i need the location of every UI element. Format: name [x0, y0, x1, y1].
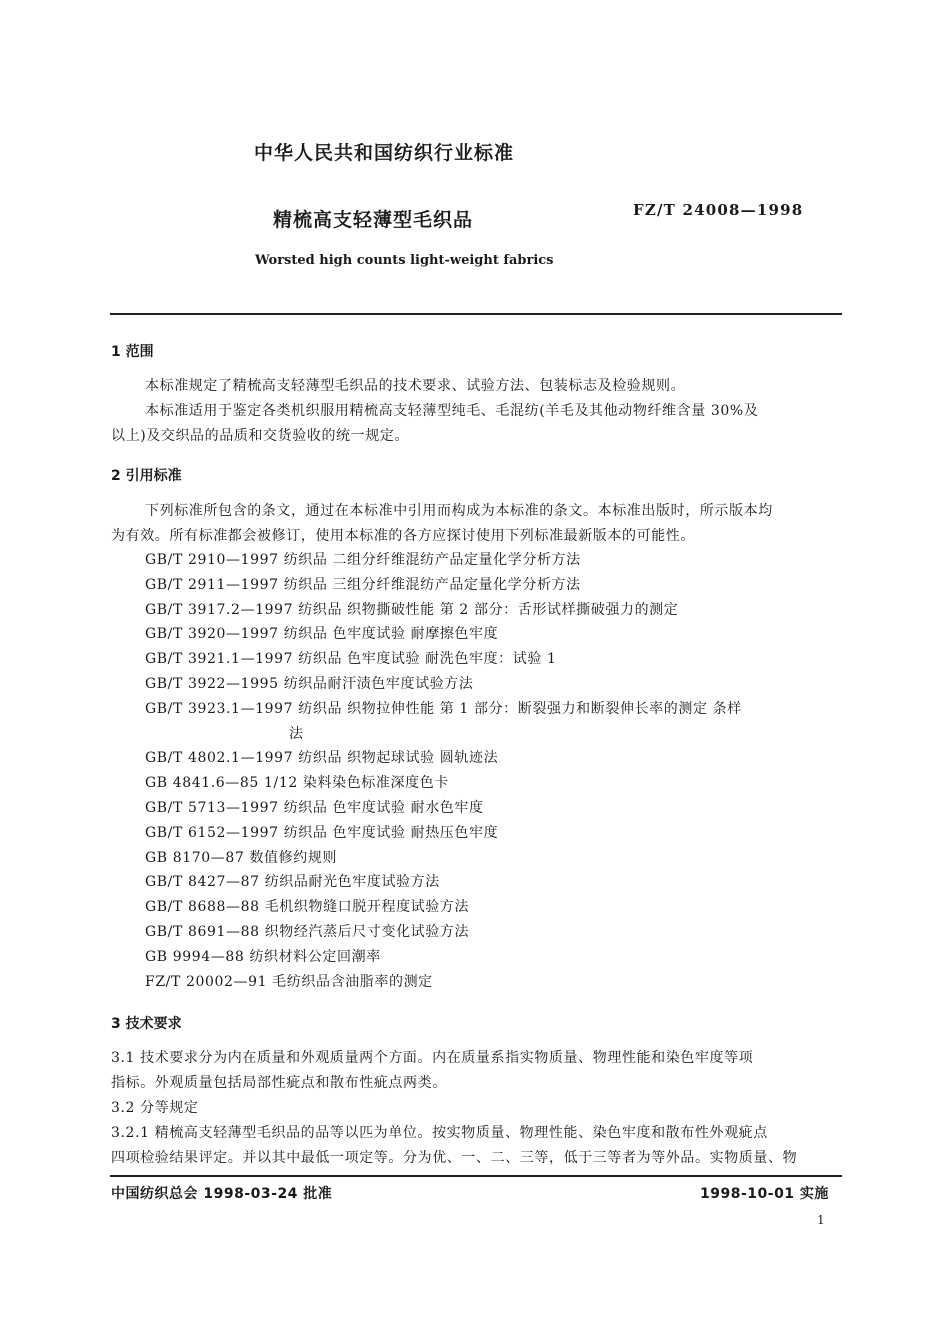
header-rule: [110, 313, 842, 315]
reference-title: 毛机织物缝口脱开程度试验方法: [264, 899, 470, 915]
reference-title: 纺织材料公定回潮率: [249, 949, 381, 965]
reference-code: GB/T 6152—1997: [145, 825, 279, 841]
reference-item: [145, 651, 557, 667]
section-1-heading: 1 范围: [111, 344, 154, 360]
reference-code: GB/T 3921.1—1997: [145, 651, 294, 667]
footer-rule: [110, 1175, 842, 1177]
document-title-cn: 精梳高支轻薄型毛织品: [273, 209, 474, 231]
reference-code: GB 4841.6—85: [145, 775, 259, 791]
approval-date: 中国纺织总会 1998-03-24 批准: [111, 1186, 333, 1202]
section-3-heading: 3 技术要求: [111, 1016, 182, 1032]
reference-code: GB/T 2910—1997: [145, 552, 279, 568]
reference-code: GB 8170—87: [145, 850, 245, 866]
clause-3-1-line-1: 3.1 技术要求分为内在质量和外观质量两个方面。内在质量系指实物质量、物理性能和染色牢度等项: [111, 1050, 754, 1066]
reference-title: 纺织品 织物起球试验 圆轨迹法: [298, 750, 499, 766]
document-title-en: Worsted high counts light-weight fabrics: [255, 253, 554, 268]
reference-code: GB/T 5713—1997: [145, 800, 279, 816]
reference-title: 纺织品 色牢度试验 耐洗色牢度：试验 1: [298, 651, 557, 667]
effective-date: 1998-10-01 实施: [700, 1186, 829, 1202]
reference-title: 织物经汽蒸后尺寸变化试验方法: [264, 924, 470, 940]
reference-code: GB/T 4802.1—1997: [145, 750, 294, 766]
reference-item: [289, 726, 304, 742]
reference-code: GB/T 8427—87: [145, 874, 260, 890]
clause-3-1-line-2: 指标。外观质量包括局部性疵点和散布性疵点两类。: [111, 1075, 447, 1091]
reference-code: GB/T 3922—1995: [145, 676, 279, 692]
reference-code: GB/T 8691—88: [145, 924, 260, 940]
section-1-para-1: 本标准规定了精梳高支轻薄型毛织品的技术要求、试验方法、包装标志及检验规则。: [145, 378, 686, 394]
reference-item: [145, 775, 449, 791]
section-1-para-2-line-2: 以上)及交织品的品质和交货验收的统一规定。: [111, 428, 410, 444]
reference-title: 毛纺织品含油脂率的测定: [272, 974, 433, 990]
reference-item: [145, 750, 498, 766]
reference-item: [145, 577, 581, 593]
reference-item: [145, 924, 469, 940]
reference-item: [145, 701, 742, 717]
reference-code: GB/T 2911—1997: [145, 577, 279, 593]
reference-item: [145, 626, 498, 642]
reference-item: [145, 974, 433, 990]
reference-code: GB/T 3917.2—1997: [145, 602, 294, 618]
reference-title: 纺织品 色牢度试验 耐热压色牢度: [283, 825, 499, 841]
reference-code: FZ/T 20002—91: [145, 974, 268, 990]
reference-title: 纺织品 织物拉伸性能 第 1 部分：断裂强力和断裂伸长率的测定 条样: [298, 701, 742, 717]
reference-title: 纺织品 二组分纤维混纺产品定量化学分析方法: [283, 552, 581, 568]
section-2-heading: 2 引用标准: [111, 468, 182, 484]
reference-code: GB 9994—88: [145, 949, 245, 965]
reference-title: 法: [289, 726, 304, 742]
reference-title: 纺织品 三组分纤维混纺产品定量化学分析方法: [283, 577, 581, 593]
reference-title: 纺织品 织物撕破性能 第 2 部分：舌形试样撕破强力的测定: [298, 602, 679, 618]
reference-code: GB/T 3920—1997: [145, 626, 279, 642]
reference-item: [145, 899, 469, 915]
section-2-intro-line-1: 下列标准所包含的条文，通过在本标准中引用而构成为本标准的条文。本标准出版时，所示版本均: [145, 503, 773, 519]
page-number: 1: [817, 1213, 825, 1227]
clause-3-2-heading: 3.2 分等规定: [111, 1100, 199, 1116]
clause-3-2-1-line-2: 四项检验结果评定。并以其中最低一项定等。分为优、一、二、三等，低于三等者为等外品。实物质量、物: [111, 1150, 798, 1166]
reference-title: 数值修约规则: [249, 850, 338, 866]
reference-title: 纺织品耐光色牢度试验方法: [264, 874, 440, 890]
issuing-authority: 中华人民共和国纺织行业标准: [254, 142, 515, 164]
reference-item: [145, 825, 498, 841]
reference-item: [145, 949, 381, 965]
clause-3-2-1-line-1: 3.2.1 精梳高支轻薄型毛织品的品等以匹为单位。按实物质量、物理性能、染色牢度和散布性外观疵点: [111, 1125, 768, 1141]
reference-code: GB/T 8688—88: [145, 899, 260, 915]
section-1-para-2-line-1: 本标准适用于鉴定各类机织服用精梳高支轻薄型纯毛、毛混纺(羊毛及其他动物纤维含量 30%及: [145, 403, 759, 419]
reference-item: [145, 850, 337, 866]
reference-title: 纺织品耐汗渍色牢度试验方法: [283, 676, 474, 692]
reference-title: 纺织品 色牢度试验 耐水色牢度: [283, 800, 484, 816]
reference-item: [145, 874, 440, 890]
reference-item: [145, 800, 484, 816]
reference-item: [145, 676, 474, 692]
reference-title: 1/12 染料染色标准深度色卡: [264, 775, 449, 791]
section-2-intro-line-2: 为有效。所有标准都会被修订，使用本标准的各方应探讨使用下列标准最新版本的可能性。: [111, 528, 695, 544]
reference-code: GB/T 3923.1—1997: [145, 701, 294, 717]
reference-item: [145, 602, 678, 618]
reference-item: [145, 552, 581, 568]
reference-title: 纺织品 色牢度试验 耐摩擦色牢度: [283, 626, 499, 642]
standard-number: FZ/T 24008—1998: [633, 201, 804, 219]
